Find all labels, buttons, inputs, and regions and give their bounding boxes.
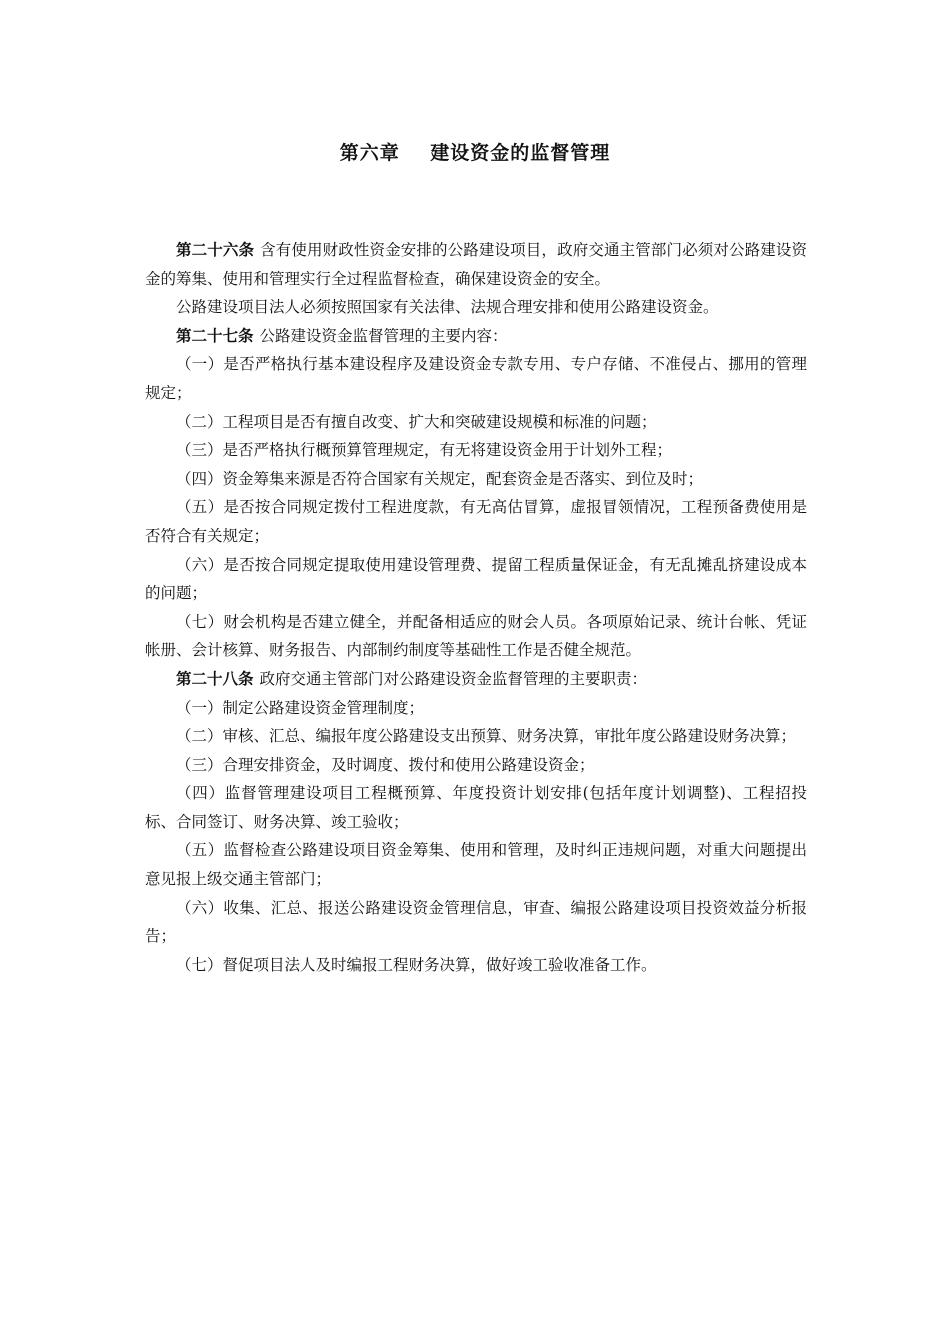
paragraph-text: （六）是否按合同规定提取使用建设管理费、提留工程质量保证金，有无乱摊乱挤建设成本的问题； [145, 555, 807, 603]
paragraph-text: （四）监督管理建设项目工程概预算、年度投资计划安排(包括年度计划调整)、工程招投标、合同签订、财务决算、竣工验收； [145, 784, 807, 831]
paragraph-text: （五）是否按合同规定拨付工程进度款，有无高估冒算，虚报冒领情况，工程预备费使用是否符合有关规定； [145, 498, 807, 545]
paragraph-text: （五）监督检查公路建设项目资金筹集、使用和管理，及时纠正违规问题，对重大问题提出意见报上级交通主管部门； [145, 841, 807, 889]
list-item [145, 465, 807, 494]
list-item [145, 436, 807, 465]
paragraph [145, 322, 807, 351]
list-item [145, 751, 807, 780]
document-body [145, 236, 807, 979]
chapter-title: 第六章 建设资金的监督管理 [339, 142, 611, 164]
paragraph-text: 公路建设资金监督管理的主要内容： [259, 326, 508, 345]
list-item [145, 894, 807, 951]
paragraph [145, 236, 807, 293]
paragraph-text: （二）审核、汇总、编报年度公路建设支出预算、财务决算，审批年度公路建设财务决算； [176, 727, 797, 746]
list-item [145, 493, 807, 550]
paragraph-text: 公路建设项目法人必须按照国家有关法律、法规合理安排和使用公路建设资金。 [176, 298, 719, 317]
list-item [145, 408, 807, 437]
article-label: 第二十八条 [176, 668, 254, 688]
paragraph-text: （二）工程项目是否有擅自改变、扩大和突破建设规模和标准的问题； [176, 412, 657, 431]
list-item [145, 608, 807, 665]
paragraph-text: （三）合理安排资金，及时调度、拨付和使用公路建设资金； [176, 755, 595, 774]
paragraph-text: （六）收集、汇总、报送公路建设资金管理信息，审查、编报公路建设项目投资效益分析报告； [145, 898, 807, 946]
paragraph-text: （四）资金筹集来源是否符合国家有关规定，配套资金是否落实、到位及时； [176, 469, 704, 488]
paragraph-text: （一）是否严格执行基本建设程序及建设资金专款专用、专户存储、不准侵占、挪用的管理规定； [145, 355, 807, 402]
list-item [145, 551, 807, 608]
list-item [145, 779, 807, 836]
paragraph-text: 含有使用财政性资金安排的公路建设项目，政府交通主管部门必须对公路建设资金的筹集、使用和管理实行全过程监督检查，确保建设资金的安全。 [145, 241, 807, 288]
paragraph-text: （七）财会机构是否建立健全，并配备相适应的财会人员。各项原始记录、统计台帐、凭证帐册、会计核算、财务报告、内部制约制度等基础性工作是否健全规范。 [145, 612, 807, 660]
article-label: 第二十六条 [176, 240, 255, 259]
list-item [145, 694, 807, 723]
article-label: 第二十七条 [176, 325, 254, 345]
list-item [145, 350, 807, 407]
paragraph [145, 293, 807, 322]
paragraph-text: （三）是否严格执行概预算管理规定，有无将建设资金用于计划外工程； [176, 441, 673, 460]
paragraph [145, 665, 807, 694]
paragraph-text: 政府交通主管部门对公路建设资金监督管理的主要职责： [259, 669, 648, 688]
paragraph-text: （七）督促项目法人及时编报工程财务决算，做好竣工验收准备工作。 [176, 955, 657, 974]
list-item [145, 836, 807, 893]
list-item [145, 722, 807, 751]
paragraph-text: （一）制定公路建设资金管理制度； [176, 698, 425, 717]
list-item [145, 951, 807, 980]
